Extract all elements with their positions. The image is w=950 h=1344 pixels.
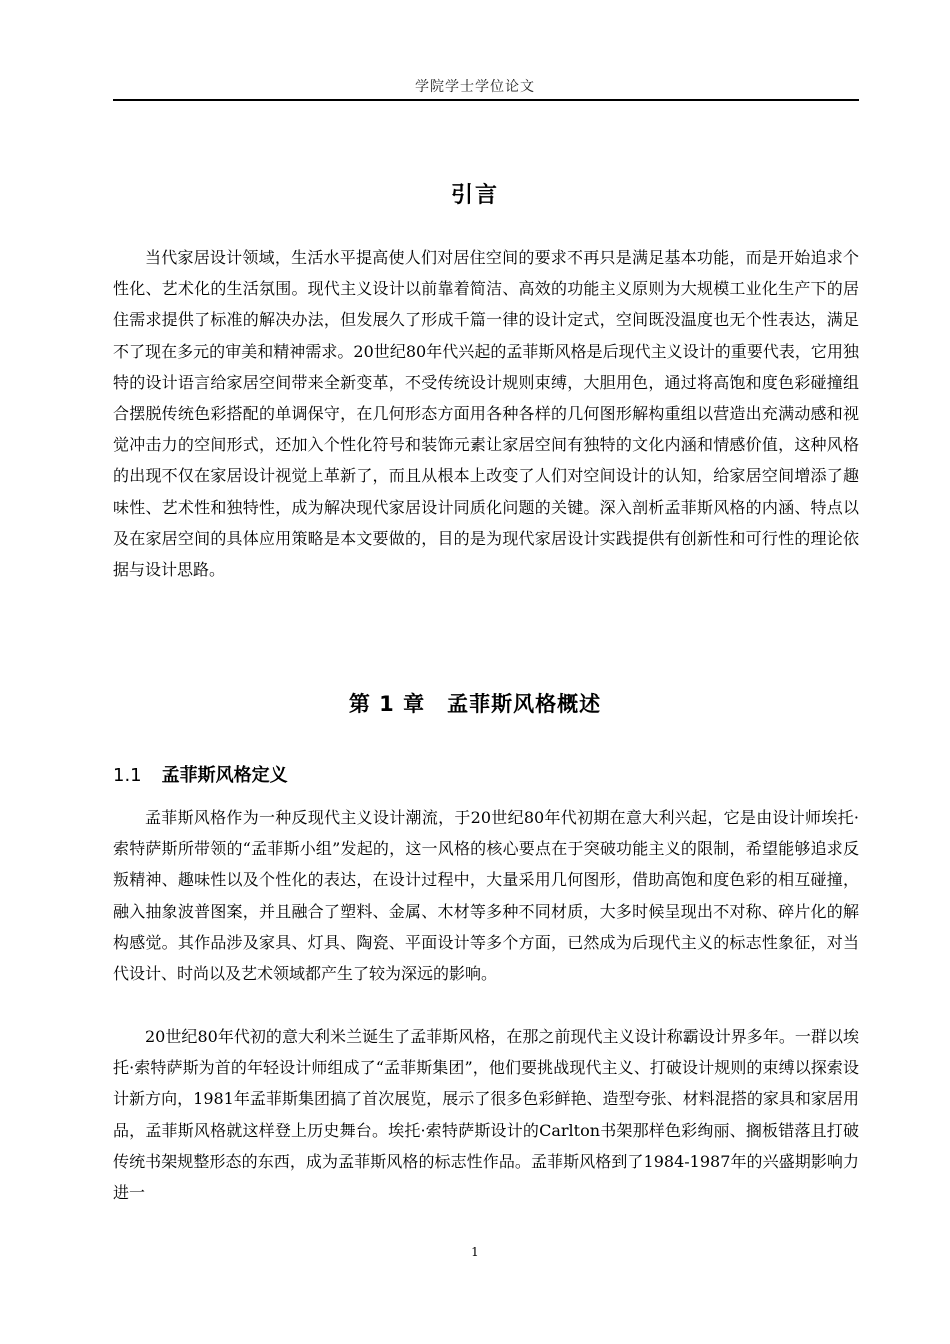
body-paragraph: 20世纪80年代初的意大利米兰诞生了孟菲斯风格，在那之前现代主义设计称霸设计界多年。一群以埃托·索特萨斯为首的年轻设计师组成了“孟菲斯集团”，他们要挑战现代主义、打破设计规则的束缚以探索设计新方向，1981年孟菲斯集团搞了首次展览，展示了很多色彩鲜艳、造型夸张、材料混搭的家具和家居用品，孟菲斯风格就这样登上历史舞台。埃托·索特萨斯设计的Carlton书架那样色彩绚丽、搁板错落且打破传统书架规整形态的东西，成为孟菲斯风格的标志性作品。孟菲斯风格到了1984-1987年的兴盛期影响力进一 [113, 1027, 859, 1203]
intro-paragraph: 当代家居设计领域，生活水平提高使人们对居住空间的要求不再只是满足基本功能，而是开始追求个性化、艺术化的生活氛围。现代主义设计以前靠着简洁、高效的功能主义原则为大规模工业化生产下的居住需求提供了标准的解决办法，但发展久了形成千篇一律的设计定式，空间既没温度也无个性表达，满足不了现在多元的审美和精神需求。20世纪80年代兴起的孟菲斯风格是后现代主义设计的重要代表，它用独特的设计语言给家居空间带来全新变革，不受传统设计规则束缚，大胆用色，通过将高饱和度色彩碰撞组合摆脱传统色彩搭配的单调保守，在几何形态方面用各种各样的几何图形解构重组以营造出充满动感和视觉冲击力的空间形式，还加入个性化符号和装饰元素让家居空间有独特的文化内涵和情感价值，这种风格的出现不仅在家居设计视觉上革新了，而且从根本上改变了人们对空间设计的认知，给家居空间增添了趣味性、艺术性和独特性，成为解决现代家居设计同质化问题的关键。深入剖析孟菲斯风格的内涵、特点以及在家居空间的具体应用策略是本文要做的，目的是为现代家居设计实践提供有创新性和可行性的理论依据与设计思路。 [113, 248, 859, 580]
running-header: 学院学士学位论文 [415, 79, 535, 95]
intro-heading: 引言 [450, 183, 499, 208]
body-paragraph: 孟菲斯风格作为一种反现代主义设计潮流，于20世纪80年代初期在意大利兴起，它是由设计师埃托·索特萨斯所带领的“孟菲斯小组”发起的，这一风格的核心要点在于突破功能主义的限制，希望能够追求反叛精神、趣味性以及个性化的表达，在设计过程中，大量采用几何图形，借助高饱和度色彩的相互碰撞，融入抽象波普图案，并且融合了塑料、金属、木材等多种不同材质，大多时候呈现出不对称、碎片化的解构感觉。其作品涉及家具、灯具、陶瓷、平面设计等多个方面，已然成为后现代主义的标志性象征，对当代设计、时尚以及艺术领域都产生了较为深远的影响。 [113, 808, 859, 984]
chapter-heading: 第 1 章 孟菲斯风格概述 [348, 692, 602, 716]
header-divider [113, 99, 859, 101]
section-title-text: 孟菲斯风格定义 [161, 765, 288, 786]
section-number: 1.1 [113, 765, 142, 786]
section-heading [113, 761, 288, 787]
page-number: 1 [471, 1245, 479, 1259]
